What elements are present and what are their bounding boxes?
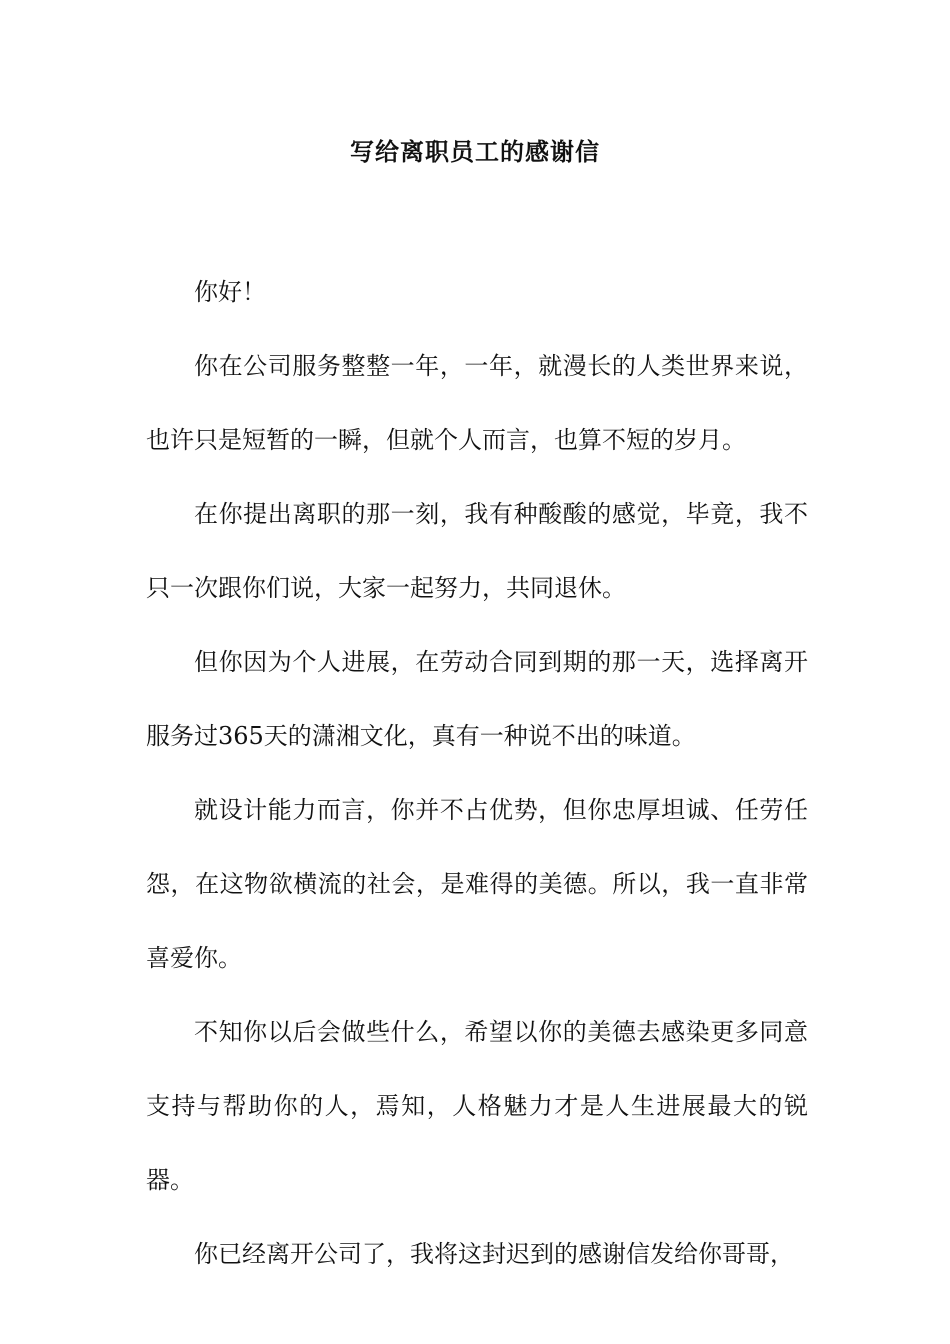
letter-body [146,255,808,1291]
paragraph: 但你因为个人进展，在劳动合同到期的那一天，选择离开服务过365天的潇湘文化，真有一种说不出的味道。 [146,648,808,750]
paragraph: 你在公司服务整整一年，一年，就漫长的人类世界来说，也许只是短暂的一瞬，但就个人而言，也算不短的岁月。 [146,352,808,454]
paragraph: 不知你以后会做些什么，希望以你的美德去感染更多同意支持与帮助你的人，焉知，人格魅力才是人生进展最大的锐器。 [146,1018,808,1194]
paragraph-greeting: 你好！ [194,278,266,306]
paragraph: 就设计能力而言，你并不占优势，但你忠厚坦诚、任劳任怨，在这物欲横流的社会，是难得的美德。所以，我一直非常喜爱你。 [146,796,808,972]
paragraph: 你已经离开公司了，我将这封迟到的感谢信发给你哥哥， [194,1240,794,1268]
document-title: 写给离职员工的感谢信 [350,137,600,166]
paragraph: 在你提出离职的那一刻，我有种酸酸的感觉，毕竟，我不只一次跟你们说，大家一起努力，共同退休。 [146,500,808,602]
